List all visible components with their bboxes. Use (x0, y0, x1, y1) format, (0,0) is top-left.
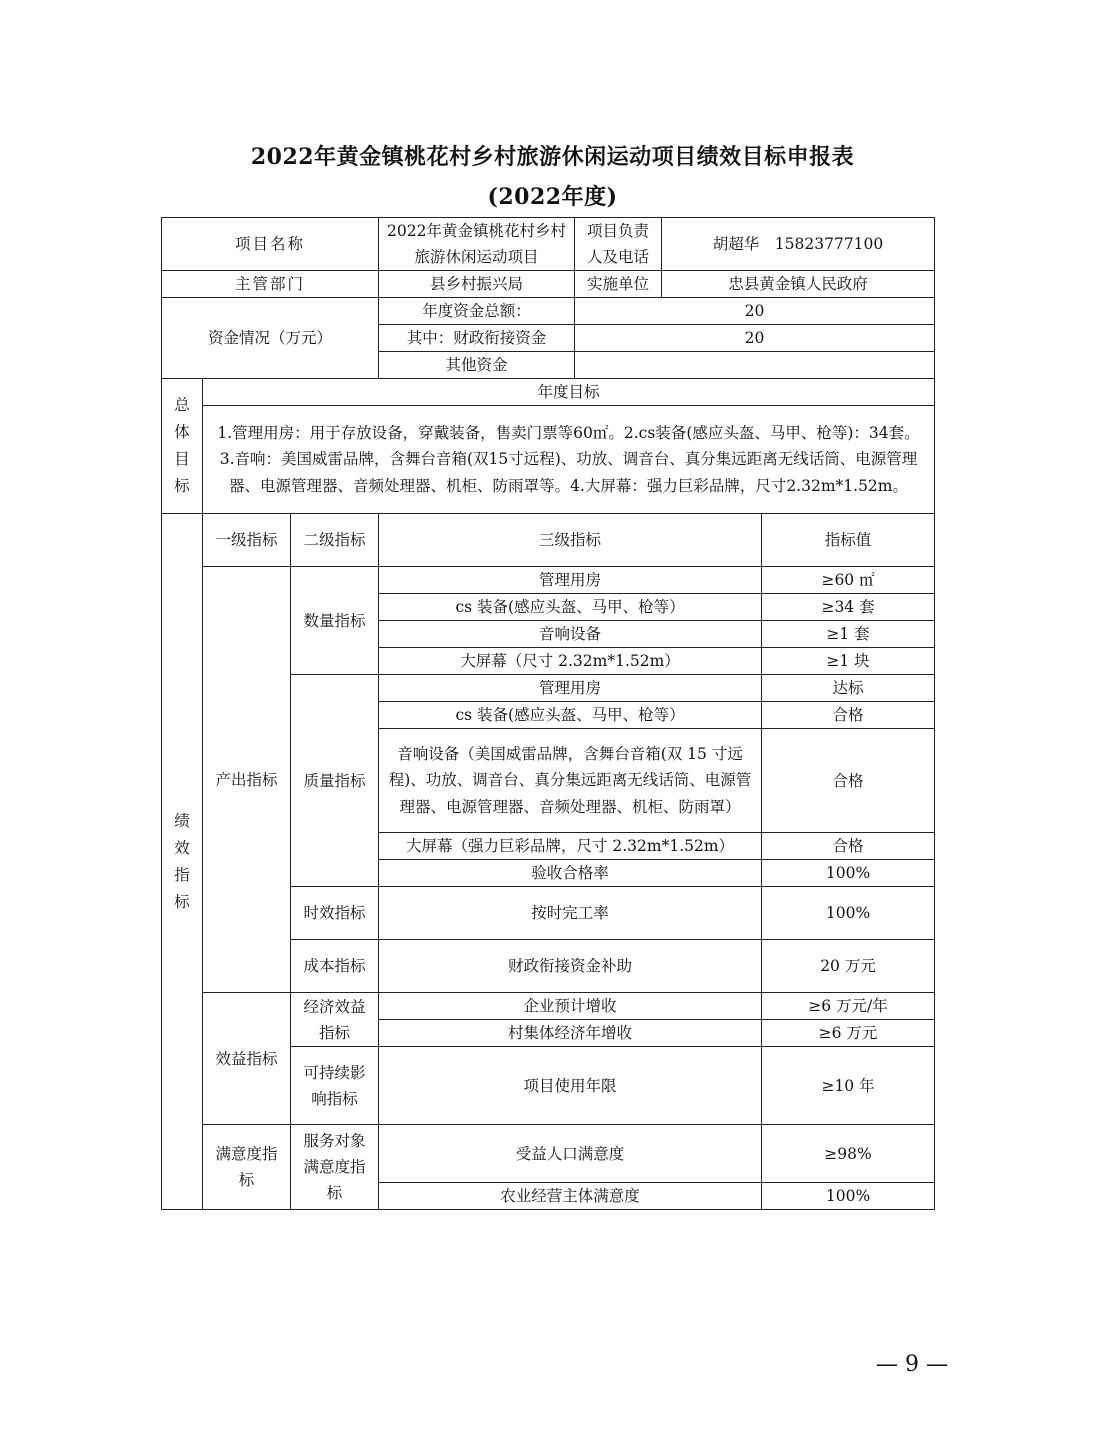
service-indicator: 服务对象满意度指标 (291, 1125, 379, 1210)
funds-other-value (575, 352, 935, 379)
funds-label: 资金情况（万元） (162, 298, 379, 379)
indicator-value: 达标 (762, 675, 935, 702)
leader-label: 项目负责人及电话 (575, 218, 662, 271)
quantity-indicator: 数量指标 (291, 567, 379, 675)
indicator-value: 合格 (762, 702, 935, 729)
indicator-name: 音响设备（美国威雷品牌，含舞台音箱(双 15 寸远程)、功放、调音台、真分集远距离无线话筒、电源管理器、电源管理器、音频处理器、机柜、防雨罩） (379, 729, 762, 833)
indicator-value: ≥60 ㎡ (762, 567, 935, 594)
output-indicator: 产出指标 (203, 567, 291, 993)
goal-header: 年度目标 (203, 379, 935, 406)
indicator-name: 财政衔接资金补助 (379, 940, 762, 993)
goal-label (162, 379, 203, 514)
indicator-name: 大屏幕（尺寸 2.32m*1.52m） (379, 648, 762, 675)
timeliness-indicator: 时效指标 (291, 887, 379, 940)
indicator-name: 农业经营主体满意度 (379, 1183, 762, 1210)
indicator-name: 管理用房 (379, 675, 762, 702)
indicator-value: ≥34 套 (762, 594, 935, 621)
indicator-value: 100% (762, 860, 935, 887)
indicator-name: 管理用房 (379, 567, 762, 594)
indicator-name: 项目使用年限 (379, 1047, 762, 1125)
indicator-name: 按时完工率 (379, 887, 762, 940)
goal-label-text: 总体目标 (174, 396, 190, 495)
indicator-name: 大屏幕（强力巨彩品牌，尺寸 2.32m*1.52m） (379, 833, 762, 860)
table-row (162, 514, 935, 567)
economic-indicator: 经济效益指标 (291, 993, 379, 1047)
leader-value: 胡超华 15823777100 (662, 218, 935, 271)
sustain-indicator: 可持续影响指标 (291, 1047, 379, 1125)
page-number: — 9 — (876, 1352, 948, 1377)
table-row (162, 993, 935, 1020)
project-name-label: 项目名称 (162, 218, 379, 271)
quality-indicator: 质量指标 (291, 675, 379, 887)
perf-header-level1: 一级指标 (203, 514, 291, 567)
table-row (162, 271, 935, 298)
impl-value: 忠县黄金镇人民政府 (662, 271, 935, 298)
perf-header-value: 指标值 (762, 514, 935, 567)
performance-table (161, 217, 935, 1210)
indicator-value: 100% (762, 1183, 935, 1210)
table-row (162, 1125, 935, 1183)
dept-value: 县乡村振兴局 (379, 271, 575, 298)
funds-total-label: 年度资金总额： (379, 298, 575, 325)
indicator-value: ≥1 块 (762, 648, 935, 675)
indicator-value: 合格 (762, 729, 935, 833)
indicator-name: cs 装备(感应头盔、马甲、枪等） (379, 594, 762, 621)
funds-other-label: 其他资金 (379, 352, 575, 379)
indicator-name: cs 装备(感应头盔、马甲、枪等） (379, 702, 762, 729)
indicator-name: 验收合格率 (379, 860, 762, 887)
benefit-indicator: 效益指标 (203, 993, 291, 1125)
perf-header-level2: 二级指标 (291, 514, 379, 567)
dept-label: 主管部门 (162, 271, 379, 298)
perf-header-level3: 三级指标 (379, 514, 762, 567)
table-row (162, 406, 935, 514)
project-name-value: 2022年黄金镇桃花村乡村旅游休闲运动项目 (379, 218, 575, 271)
table-row (162, 298, 935, 325)
table-row (162, 379, 935, 406)
indicator-name: 音响设备 (379, 621, 762, 648)
cost-indicator: 成本指标 (291, 940, 379, 993)
page-title: 2022年黄金镇桃花村乡村旅游休闲运动项目绩效目标申报表 (250, 144, 855, 170)
page-subtitle: (2022年度) (487, 184, 618, 210)
indicator-value: ≥10 年 (762, 1047, 935, 1125)
goal-text: 1.管理用房：用于存放设备，穿戴装备，售卖门票等60㎡。2.cs装备(感应头盔、马甲、枪等)：34套。3.音响：美国威雷品牌，含舞台音箱(双15寸远程)、功放、调音台、真分集远距离无线话筒、电源管理器、电源管理器、音频处理器、机柜、防雨罩等。4.大屏幕：强力巨彩品牌，尺寸2.32m*1.52m。 (203, 406, 935, 514)
impl-label: 实施单位 (575, 271, 662, 298)
indicator-name: 村集体经济年增收 (379, 1020, 762, 1047)
indicator-value: ≥6 万元 (762, 1020, 935, 1047)
funds-total-value: 20 (575, 298, 935, 325)
indicator-value: 100% (762, 887, 935, 940)
perf-label-text: 绩效指标 (174, 811, 190, 911)
funds-fiscal-label: 其中：财政衔接资金 (379, 325, 575, 352)
indicator-value: 20 万元 (762, 940, 935, 993)
indicator-value: ≥98% (762, 1125, 935, 1183)
table-row (162, 567, 935, 594)
indicator-value: ≥1 套 (762, 621, 935, 648)
perf-label (162, 514, 203, 1210)
indicator-name: 企业预计增收 (379, 993, 762, 1020)
satisfaction-indicator: 满意度指标 (203, 1125, 291, 1210)
table-row (162, 218, 935, 271)
funds-fiscal-value: 20 (575, 325, 935, 352)
indicator-name: 受益人口满意度 (379, 1125, 762, 1183)
indicator-value: ≥6 万元/年 (762, 993, 935, 1020)
indicator-value: 合格 (762, 833, 935, 860)
